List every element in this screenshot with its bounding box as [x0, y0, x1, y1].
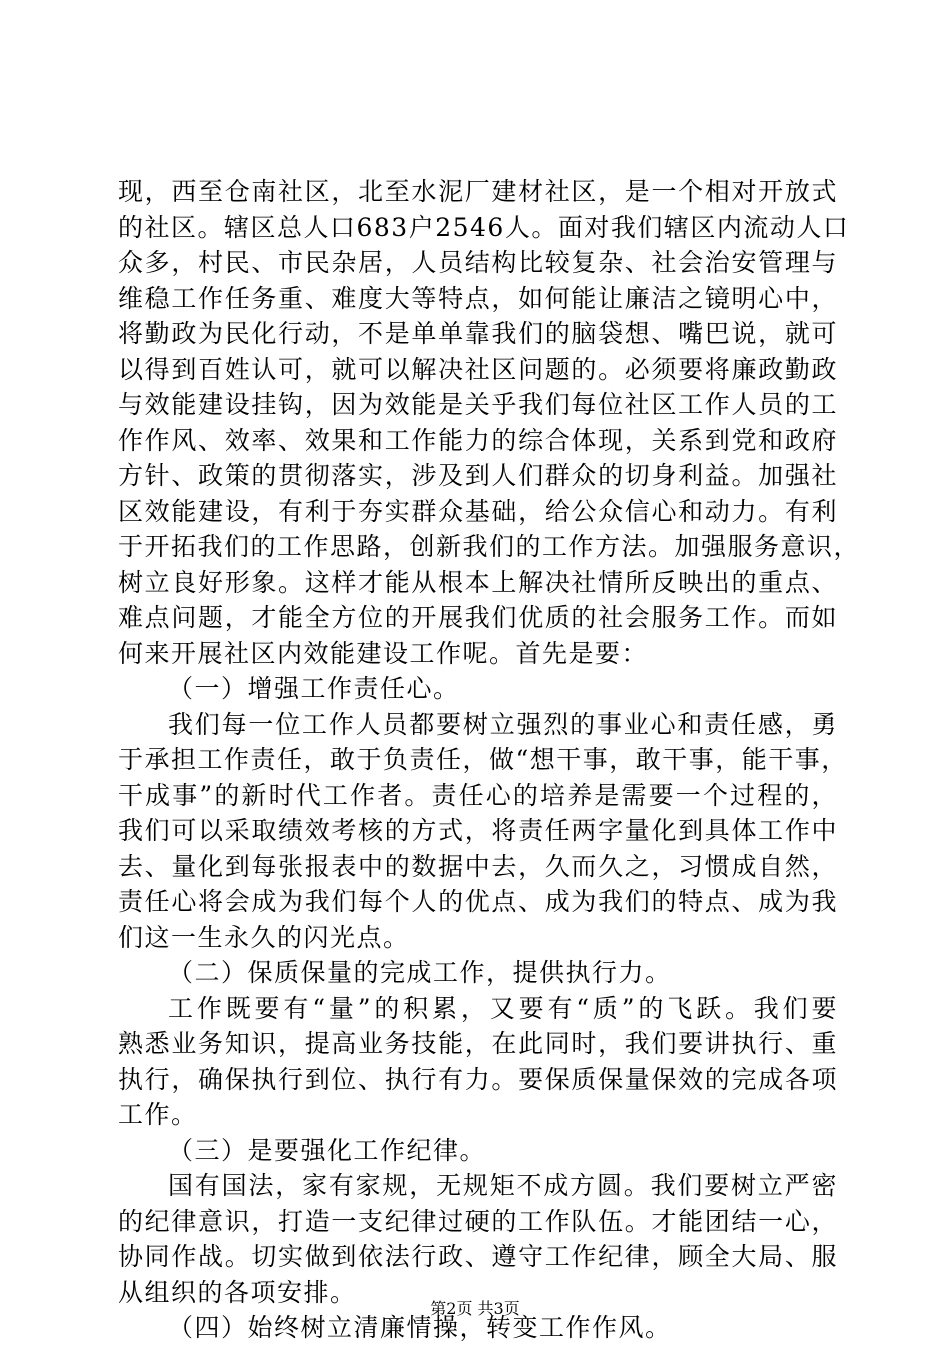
text-line: 工作。 [118, 1100, 198, 1129]
text-line: 去、量化到每张报表中的数据中去，久而久之，习惯成自然， [118, 851, 838, 881]
text-line: 协同作战。切实做到依法行政、遵守工作纪律，顾全大局、服 [118, 1242, 838, 1271]
text-line: （三）是要强化工作纪律。 [168, 1135, 487, 1165]
text-line: 从组织的各项安排。 [118, 1277, 357, 1307]
text-line: 众多，村民、市民杂居，人员结构比较复杂、社会治安管理与 [118, 248, 838, 277]
text-line: 的社区。辖区总人口683户2546人。面对我们辖区内流动人口 [118, 212, 850, 242]
text-line: 责任心将会成为我们每个人的优点、成为我们的特点、成为我 [118, 887, 838, 916]
text-line: （四）始终树立清廉情操，转变工作作风。 [168, 1313, 672, 1342]
text-line: 树立良好形象。这样才能从根本上解决社情所反映出的重点、 [118, 567, 838, 597]
text-line: 将勤政为民化行动，不是单单靠我们的脑袋想、嘴巴说，就可 [118, 319, 838, 348]
text-line: 工作既要有“量”的积累，又要有“质”的飞跃。我们要 [168, 993, 838, 1023]
document-body [118, 174, 861, 1346]
text-line: 于开拓我们的工作思路，创新我们的工作方法。加强服务意识， [118, 532, 861, 561]
text-line: （一）增强工作责任心。 [168, 674, 460, 703]
text-line: （二）保质保量的完成工作，提供执行力。 [168, 958, 672, 987]
text-line: 们这一生永久的闪光点。 [118, 922, 410, 952]
text-line: 执行，确保执行到位、执行有力。要保质保量保效的完成各项 [118, 1064, 838, 1094]
text-line: 熟悉业务知识，提高业务技能，在此同时，我们要讲执行、重 [118, 1029, 838, 1058]
text-line: 难点问题，才能全方位的开展我们优质的社会服务工作。而如 [118, 603, 838, 632]
text-line: 国有国法，家有家规，无规矩不成方圆。我们要树立严密 [168, 1171, 838, 1200]
text-line: 维稳工作任务重、难度大等特点，如何能让廉洁之镜明心中， [118, 283, 838, 313]
text-line: 作作风、效率、效果和工作能力的综合体现，关系到党和政府 [118, 425, 838, 455]
text-line: 区效能建设，有利于夯实群众基础，给公众信心和动力。有利 [118, 496, 838, 526]
text-line: 我们每一位工作人员都要树立强烈的事业心和责任感，勇 [168, 709, 838, 739]
text-line: 方针、政策的贯彻落实，涉及到人们群众的切身利益。加强社 [118, 461, 838, 490]
text-line: 以得到百姓认可，就可以解决社区问题的。必须要将廉政勤政 [118, 354, 838, 384]
text-line: 现，西至仓南社区，北至水泥厂建材社区，是一个相对开放式 [118, 177, 838, 206]
text-line: 与效能建设挂钩，因为效能是关乎我们每位社区工作人员的工 [118, 390, 838, 419]
text-line: 我们可以采取绩效考核的方式，将责任两字量化到具体工作中 [118, 816, 838, 845]
text-line: 何来开展社区内效能建设工作呢。首先是要： [118, 638, 649, 668]
text-line: 干成事”的新时代工作者。责任心的培养是需要一个过程的， [118, 780, 838, 810]
page-footer: 第2页 共3页 [430, 1299, 520, 1318]
text-line: 于承担工作责任，敢于负责任，做“想干事，敢干事，能干事， [118, 745, 848, 774]
text-line: 的纪律意识，打造一支纪律过硬的工作队伍。才能团结一心， [118, 1206, 838, 1236]
